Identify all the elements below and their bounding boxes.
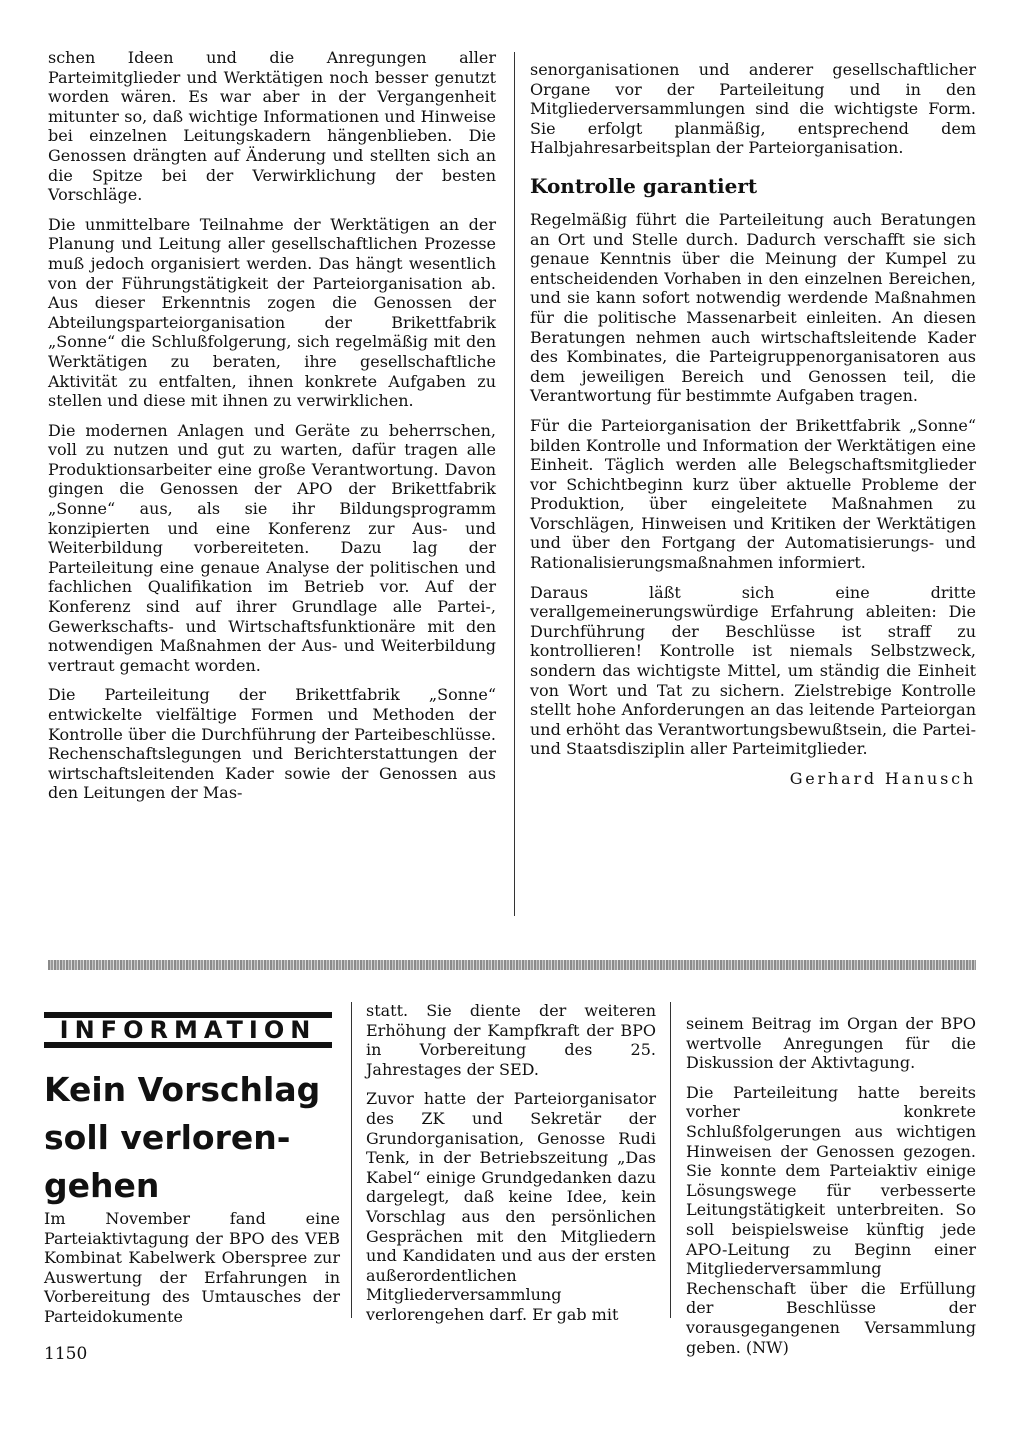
article-right-column xyxy=(530,60,976,789)
paragraph: Die unmittelbare Teilnahme der Werktätigen an der Planung und Leitung aller gesellschaftlichen Prozesse muß jedoch organisiert werden. Das hängt wesentlich von der Führungstätigkeit der Parteiorganisation ab. Aus dieser Erkenntnis zogen die Genossen der Abteilungsparteiorganisation der Brikettfabrik „Sonne“ die Schlußfolgerung, sich regelmäßig mit den Werktätigen zu beraten, ihre gesellschaftliche Aktivität zu entfalten, ihnen konkrete Aufgaben zu stellen und diese mit ihnen zu verwirklichen. xyxy=(48,214,496,411)
paragraph: statt. Sie diente der weiteren Erhöhung der Kampfkraft der BPO in Vorbereitung des 25. Jahrestages der SED. xyxy=(366,1001,656,1079)
column-divider xyxy=(514,52,515,916)
paragraph: Daraus läßt sich eine dritte verallgemeinerungswürdige Erfahrung ableiten: Die Durchführung der Beschlüsse ist straff zu kontrollieren! Kontrolle ist niemals Selbstzweck, sondern das wichtigste Mittel, um ständig die Einheit von Wort und Tat zu sichern. Zielstrebige Kontrolle stellt hohe Anforderungen an das leitende Parteiorgan und erhöht das Verantwortungsbewußtsein, die Partei- und Staatsdisziplin aller Parteimitglieder. xyxy=(530,582,976,759)
column-divider xyxy=(670,1002,671,1318)
page-number: 1150 xyxy=(44,1344,88,1364)
info-column-2 xyxy=(366,1001,656,1335)
information-banner: INFORMATION xyxy=(44,1012,332,1048)
headline-line: Kein Vorschlag xyxy=(44,1070,321,1109)
paragraph: Die Parteileitung hatte bereits vorher konkrete Schlußfolgerungen aus wichtigen Hinweisen der Genossen gezogen. Sie konnte dem Parteiaktiv einige Lösungswege für verbesserte Leitungstätigkeit unterbreiten. So soll beispielsweise künftig jede APO-Leitung zu Beginn einer Mitgliederversammlung Rechenschaft über die Erfüllung der Beschlüsse der vorausgegangenen Versammlung geben. (NW) xyxy=(686,1082,976,1357)
section-subheading: Kontrolle garantiert xyxy=(530,173,758,198)
paragraph: Regelmäßig führt die Parteileitung auch Beratungen an Ort und Stelle durch. Dadurch verschafft sie sich genaue Kenntnis über die Meinung der Kumpel zu entscheidenden Vorhaben in den einzelnen Bereichen, und sie kann sofort notwendig werdende Maßnahmen für die politische Massenarbeit einleiten. An diesen Beratungen nehmen auch wirtschaftsleitende Kader des Kombinates, die Parteigruppenorganisatoren aus dem jeweiligen Bereich und Genossen teil, die Verantwortung für bestimmte Aufgaben tragen. xyxy=(530,209,976,406)
paragraph: Die Parteileitung der Brikettfabrik „Sonne“ entwickelte vielfältige Formen und Methoden der Kontrolle über die Durchführung der Parteibeschlüsse. Rechenschaftslegungen und Berichterstattungen der wirtschaftsleitenden Kader sowie der Genossen aus den Leitungen der Mas- xyxy=(48,685,496,803)
section-separator-band xyxy=(48,960,976,970)
column-divider xyxy=(351,1002,352,1318)
article-left-column xyxy=(48,48,496,813)
paragraph: schen Ideen und die Anregungen aller Parteimitglieder und Werktätigen noch besser genutzt worden wären. Es war aber in der Vergangenheit mitunter so, daß wichtige Informationen und Hinweise bei einzelnen Leitungskadern hängenblieben. Die Genossen drängten auf Änderung und stellten sich an die Spitze bei der Verwirklichung der besten Vorschläge. xyxy=(48,48,496,205)
headline xyxy=(44,1066,344,1210)
paragraph: Im November fand eine Parteiaktivtagung der BPO des VEB Kombinat Kabelwerk Oberspree zur Auswertung der Erfahrungen in Vorbereitung des Umtausches der Parteidokumente xyxy=(44,1209,340,1326)
headline-line: soll verloren- xyxy=(44,1118,291,1157)
paragraph: Die modernen Anlagen und Geräte zu beherrschen, voll zu nutzen und gut zu warten, dafür tragen alle Produktionsarbeiter eine große Verantwortung. Davon gingen die Genossen der APO der Brikettfabrik „Sonne“ aus, als sie ihr Bildungsprogramm konzipierten und eine Konferenz zur Aus- und Weiterbildung vorbereiteten. Dazu lag der Parteileitung eine genaue Analyse der politischen und fachlichen Qualifikation im Betrieb vor. Auf der Konferenz sind auf ihrer Grundlage alle Partei-, Gewerkschafts- und Wirtschaftsfunktionäre mit den notwendigen Maßnahmen der Aus- und Weiterbildung vertraut gemacht worden. xyxy=(48,420,496,675)
headline-line: gehen xyxy=(44,1166,160,1205)
paragraph: seinem Beitrag im Organ der BPO wertvolle Anregungen für die Diskussion der Aktivtagung. xyxy=(686,1014,976,1073)
info-column-1 xyxy=(44,1209,340,1337)
info-column-3 xyxy=(686,1014,976,1367)
author-signature: Gerhard Hanusch xyxy=(789,769,976,788)
paragraph: senorganisationen und anderer gesellschaftlicher Organe vor der Parteileitung und in den Mitgliederversammlungen sind die wichtigste Form. Sie erfolgt planmäßig, entsprechend dem Halbjahresarbeitsplan der Parteiorganisation. xyxy=(530,60,976,158)
paragraph: Zuvor hatte der Parteiorganisator des ZK und Sekretär der Grundorganisation, Genosse Rudi Tenk, in der Betriebszeitung „Das Kabel“ einige Grundgedanken dazu dargelegt, daß keine Idee, kein Vorschlag aus den persönlichen Gesprächen mit den Mitgliedern und Kandidaten und aus der ersten außerordentlichen Mitgliederversammlung verlorengehen darf. Er gab mit xyxy=(366,1089,656,1324)
paragraph: Für die Parteiorganisation der Brikettfabrik „Sonne“ bilden Kontrolle und Information der Werktätigen eine Einheit. Täglich werden alle Belegschaftsmitglieder vor Schichtbeginn kurz über aktuelle Probleme der Produktion, über eingeleitete Maßnahmen zu Vorschlägen, Hinweisen und Kritiken der Werktätigen und über den Fortgang der Automatisierungs- und Rationalisierungsmaßnahmen informiert. xyxy=(530,415,976,573)
